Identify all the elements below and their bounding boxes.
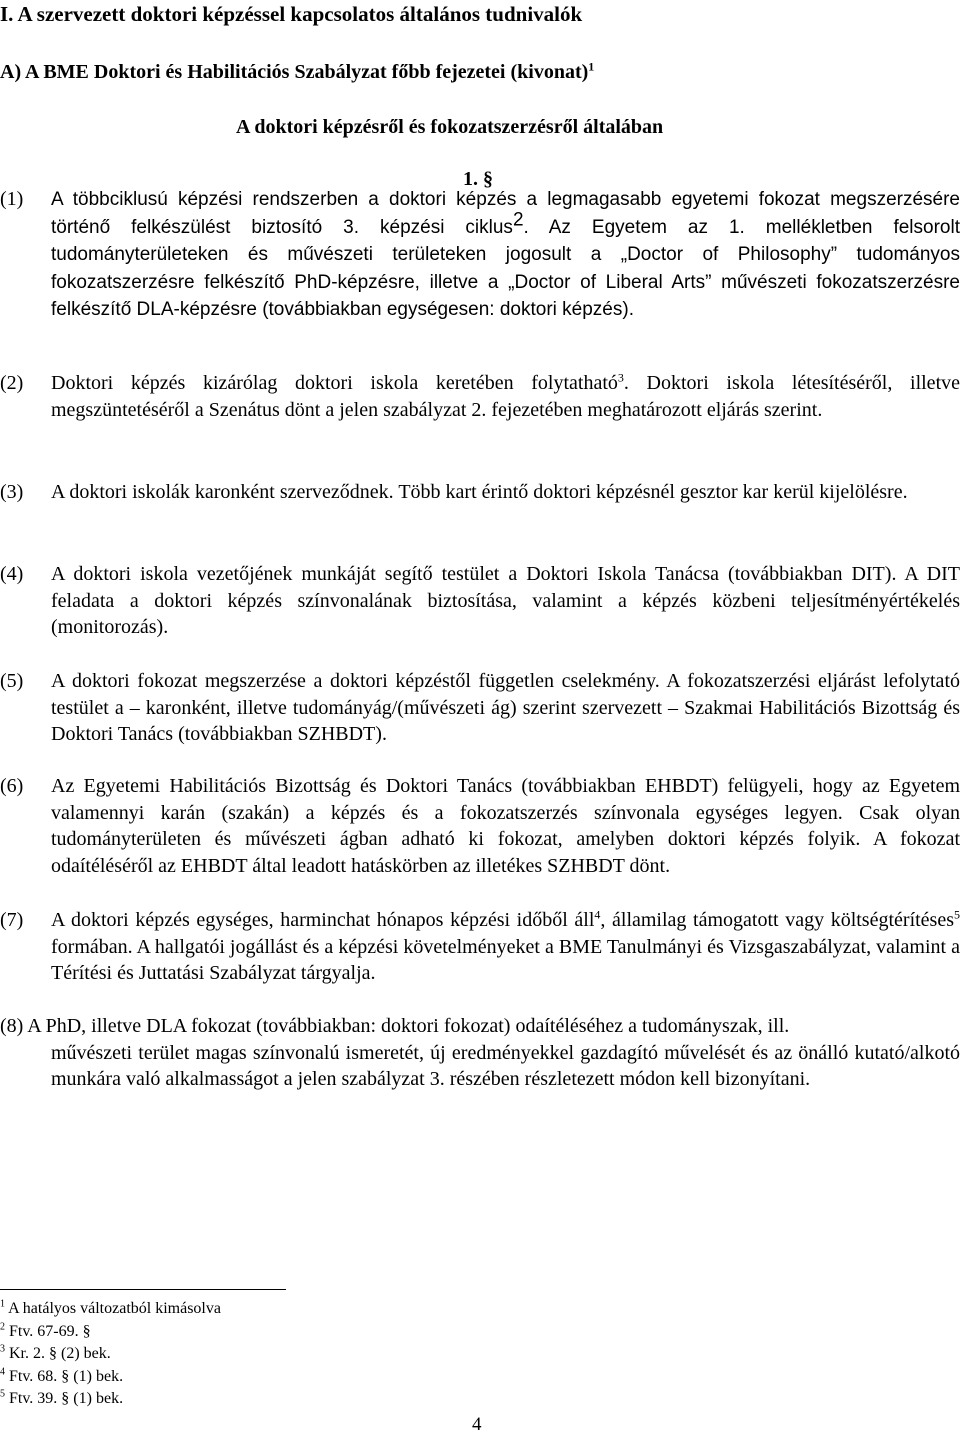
subtitle xyxy=(0,61,594,84)
footnotes xyxy=(0,1298,221,1411)
page-title: I. A szervezett doktori képzéssel kapcsolatos általános tudnivalók xyxy=(0,2,583,26)
subtitle-text: A) A BME Doktori és Habilitációs Szabályzat főbb fejezetei (kivonat) xyxy=(0,61,589,83)
paragraph-7 xyxy=(0,907,960,987)
paragraph-text: A doktori iskola vezetőjének munkáját segítő testület a Doktori Iskola Tanácsa (továbbiakban DIT). A DIT feladata a doktori képzés színvonalának biztosítása, valamint a képzés közbeni teljesítményértékelés (monitorozás). xyxy=(51,563,960,638)
footnote-separator xyxy=(0,1289,286,1290)
paragraph-number: (4) xyxy=(0,563,24,585)
footnote-ref[interactable]: 5 xyxy=(954,907,960,922)
footnote: $^3$ Kr. 2. § (2) bek. xyxy=(0,1343,111,1362)
paragraph-text: A többciklusú képzési rendszerben a doktori képzés a legmagasabb egyetemi fokozat megszerzésére történő felkészülést biztosító 3. képzési ciklus$^2$. Az Egyetem az 1. mellékletben felsorolt tudományterületeken és művészeti területeken jogosult a „Doctor of Philosophy” tudományos fokozatszerzésre felkészítő PhD-képzésre, illetve a „Doctor of Liberal Arts” művészeti fokozatszerzésre felkészítő DLA-képzésre (továbbiakban egységesen: doktori képzés). xyxy=(51,189,960,320)
footnote: $^4$ Ftv. 68. § (1) bek. xyxy=(0,1366,124,1385)
paragraph-3 xyxy=(0,479,960,506)
paragraph-text: Az Egyetemi Habilitációs Bizottság és Doktori Tanács (továbbiakban EHBDT) felügyeli, hogy az Egyetem valamennyi karán (szakán) a képzés és a fokozatszerzés színvonala egységes legyen. Csak olyan tudományterületen és művészeti ágban adható ki fokozat, amelyben doktori képzés folyik. A fokozat odaítéléséről az EHBDT által leadott hatáskörben az illetékes SZHBDT dönt. xyxy=(51,775,960,877)
paragraph-2 xyxy=(0,370,960,423)
paragraph-text: (8) A PhD, illetve DLA fokozat (továbbiakban: doktori fokozat) odaítéléséhez a tudományszak, ill. xyxy=(0,1015,790,1037)
footnote-ref[interactable]: 3 xyxy=(617,370,624,385)
footnote: $^2$ Ftv. 67-69. § xyxy=(0,1321,91,1340)
paragraph-5 xyxy=(0,668,960,748)
section-number: 1. § xyxy=(463,168,493,190)
paragraph-8 xyxy=(0,1013,960,1093)
paragraph-number: (5) xyxy=(0,670,24,692)
footnote-ref[interactable]: 2 xyxy=(512,208,524,230)
paragraph-number: (3) xyxy=(0,481,24,503)
paragraph-text: A doktori iskolák karonként szerveződnek. Több kart érintő doktori képzésnél gesztor kar kerül kijelölésre. xyxy=(51,481,908,503)
paragraph-4 xyxy=(0,561,960,641)
paragraph-number: (6) xyxy=(0,775,24,797)
footnote: $^1$ A hatályos változatból kimásolva xyxy=(0,1298,221,1317)
paragraph-text: A doktori fokozat megszerzése a doktori képzéstől független cselekmény. A fokozatszerzési eljárást lefolytató testület a – karonként, illetve tudományág/(művészeti ág) szerint szervezett – Szakmai Habilitációs Bizottság és Doktori Tanács (továbbiakban SZHBDT). xyxy=(51,670,960,745)
paragraph-text: A doktori képzés egységes, harminchat hónapos képzési időből áll$^4$, államilag támogatott vagy költségtérítéses$^5$ formában. A hallgatói jogállást és a képzési követelményeket a BME Tanulmányi és Vizsgaszabályzat, valamint a Térítési és Juttatási Szabályzat tárgyalja. xyxy=(51,907,960,984)
paragraph-number: (8) xyxy=(0,1015,24,1037)
footnote-ref[interactable]: 4 xyxy=(594,907,601,922)
paragraph-text: Doktori képzés kizárólag doktori iskola keretében folytatható$^3$. Doktori iskola létesítéséről, illetve megszüntetéséről a Szenátus dönt a jelen szabályzat 2. fejezetében meghatározott eljárás szerint. xyxy=(51,370,960,421)
footnote-ref[interactable]: 1 xyxy=(588,59,595,74)
paragraph-text-continued: művészeti terület magas színvonalú ismeretét, új eredményekkel gazdagító művelését és az önálló kutató/alkotó munkára való alkalmasságot a jelen szabályzat 3. részében részletezett módon kell bizonyítani. xyxy=(51,1041,960,1090)
paragraph-6 xyxy=(0,773,960,879)
footnote: $^5$ Ftv. 39. § (1) bek. xyxy=(0,1388,124,1407)
paragraph-1 xyxy=(0,186,960,324)
chapter-heading: A doktori képzésről és fokozatszerzésről általában xyxy=(236,116,664,138)
paragraph-number: (1) xyxy=(0,188,24,210)
paragraph-number: (7) xyxy=(0,909,24,931)
paragraph-number: (2) xyxy=(0,372,24,394)
page-number: 4 xyxy=(472,1414,482,1435)
